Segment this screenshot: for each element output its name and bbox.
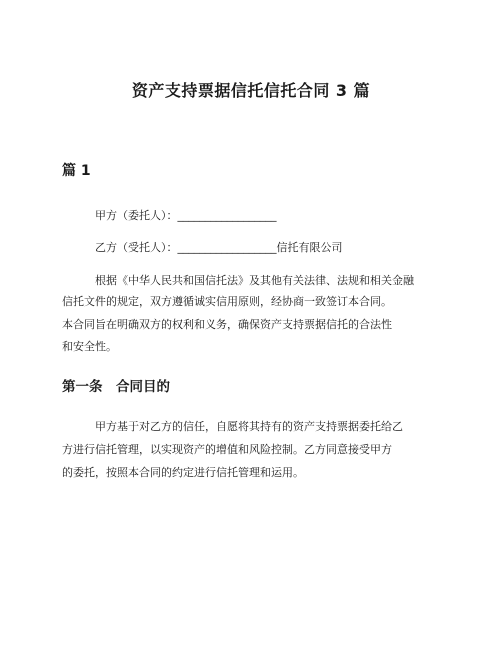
party-a-line: 甲方（委托人）：__________________ <box>95 209 277 222</box>
article-heading: 第一条 合同目的 <box>62 379 170 395</box>
intro-line-1: 根据《中华人民共和国信托法》及其他有关法律、法规和相关金融 <box>95 274 414 287</box>
intro-line-4: 和安全性。 <box>62 340 117 353</box>
intro-line-2: 信托文件的规定，双方遵循诚实信用原则，经协商一致签订本合同。 <box>62 295 392 308</box>
article-line-2: 方进行信托管理，以实现资产的增值和风险控制。乙方同意接受甲方 <box>62 443 392 456</box>
intro-line-3: 本合同旨在明确双方的权利和义务，确保资产支持票据信托的合法性 <box>62 318 392 331</box>
document-title: 资产支持票据信托信托合同 3 篇 <box>131 81 371 100</box>
party-b-line: 乙方（受托人）：__________________信托有限公司 <box>95 241 343 254</box>
article-line-3: 的委托，按照本合同的约定进行信托管理和运用。 <box>62 466 304 479</box>
article-line-1: 甲方基于对乙方的信任，自愿将其持有的资产支持票据委托给乙 <box>95 420 403 433</box>
section-heading: 篇 1 <box>62 163 91 179</box>
